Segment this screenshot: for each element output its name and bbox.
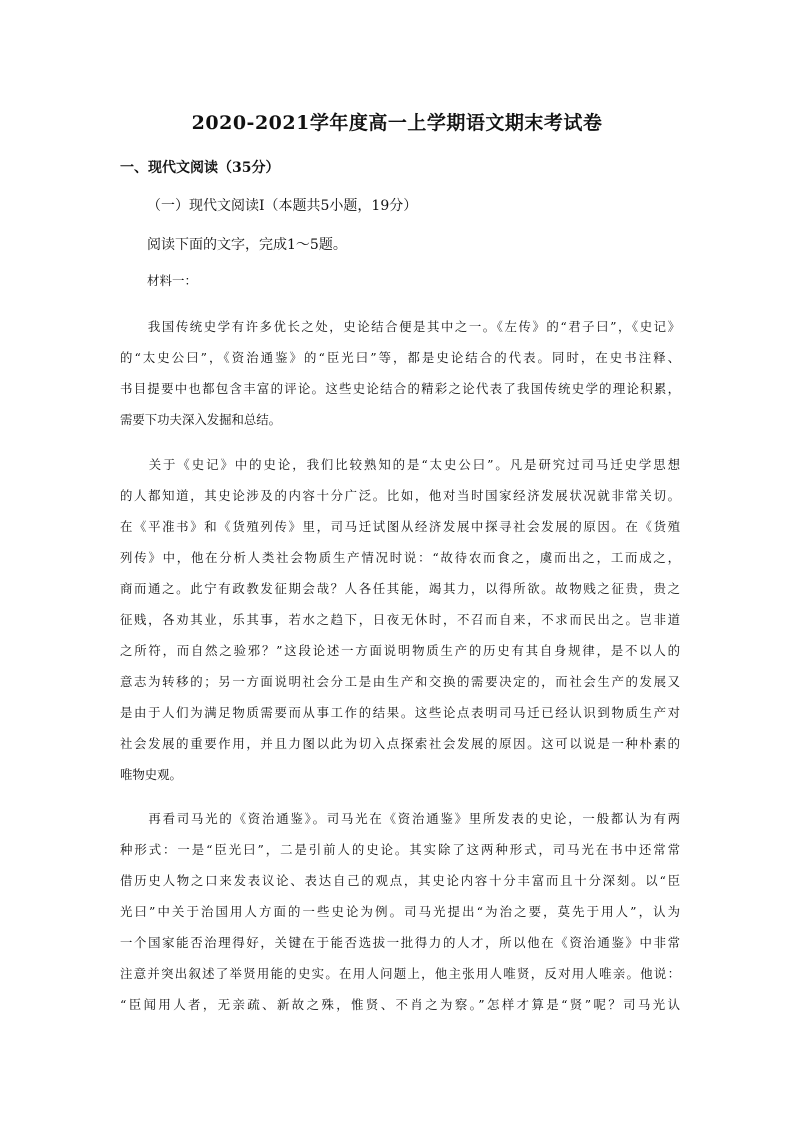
paragraph-1 — [120, 311, 680, 435]
text-line: 我国传统史学有许多优长之处，史论结合便是其中之一。《左传》的“君子曰”，《史记》 — [120, 319, 680, 334]
text-line: 种形式：一是“臣光曰”，二是引前人的史论。其实除了这两种形式，司马光在书中还常常 — [120, 842, 680, 857]
text-line: 商而通之。此宁有政教发征期会哉？人各任其能，竭其力，以得所欲。故物贱之征贵，贵之 — [120, 581, 680, 596]
text-line: 再看司马光的《资治通鉴》。司马光在《资治通鉴》里所发表的史论，一般都认为有两 — [120, 811, 680, 826]
text-line: 借历史人物之口来发表议论、表达自己的观点，其史论内容十分丰富而且十分深刻。以“臣 — [120, 873, 680, 888]
section-heading: 一、现代文阅读（35分） — [120, 160, 280, 176]
paragraph-3 — [120, 803, 680, 1020]
text-line: 社会发展的重要作用，并且力图以此为切入点探索社会发展的原因。这可以说是一种朴素的 — [120, 736, 680, 751]
subsection-heading: （一）现代文阅读Ⅰ（本题共5小题，19分） — [147, 198, 418, 214]
text-line: 需要下功夫深入发掘和总结。 — [120, 412, 282, 427]
text-line: 在《平准书》和《货殖列传》里，司马迁试图从经济发展中探寻社会发展的原因。在《货殖 — [120, 519, 680, 534]
reading-instruction: 阅读下面的文字，完成1～5题。 — [147, 237, 347, 253]
text-line: 书目提要中也都包含丰富的评论。这些史论结合的精彩之论代表了我国传统史学的理论积累， — [120, 381, 680, 396]
text-line: 关于《史记》中的史论，我们比较熟知的是“太史公曰”。凡是研究过司马迁史学思想 — [120, 457, 680, 472]
text-line: “臣闻用人者，无亲疏、新故之殊，惟贤、不肖之为察。”怎样才算是“贤”呢？司马光认 — [120, 997, 680, 1012]
material-label: 材料一： — [147, 273, 198, 288]
paragraph-2 — [120, 449, 680, 790]
text-line: 光曰”中关于治国用人方面的一些史论为例。司马光提出“为治之要，莫先于用人”，认为 — [120, 904, 680, 919]
text-line: 列传》中，他在分析人类社会物质生产情况时说：“故待农而食之，虞而出之，工而成之， — [120, 550, 680, 565]
text-line: 的人都知道，其史论涉及的内容十分广泛。比如，他对当时国家经济发展状况就非常关切。 — [120, 488, 680, 503]
text-line: 之所符，而自然之验邪？”这段论述一方面说明物质生产的历史有其自身规律，是不以人的 — [120, 643, 680, 658]
text-line: 的“太史公曰”，《资治通鉴》的“臣光曰”等，都是史论结合的代表。同时，在史书注释、 — [120, 350, 680, 365]
text-line: 一个国家能否治理得好，关键在于能否选拔一批得力的人才，所以他在《资治通鉴》中非常 — [120, 935, 680, 950]
text-line: 意志为转移的；另一方面说明社会分工是由生产和交换的需要决定的，而社会生产的发展又 — [120, 674, 680, 689]
text-line: 征贱，各劝其业，乐其事，若水之趋下，日夜无休时，不召而自来，不求而民出之。岂非道 — [120, 612, 680, 627]
text-line: 唯物史观。 — [120, 767, 182, 782]
exam-title: 2020-2021学年度高一上学期语文期末考试卷 — [191, 112, 603, 134]
text-line: 注意并突出叙述了举贤用能的史实。在用人问题上，他主张用人唯贤，反对用人唯亲。他说： — [120, 966, 680, 981]
text-line: 是由于人们为满足物质需要而从事工作的结果。这些论点表明司马迁已经认识到物质生产对 — [120, 705, 680, 720]
